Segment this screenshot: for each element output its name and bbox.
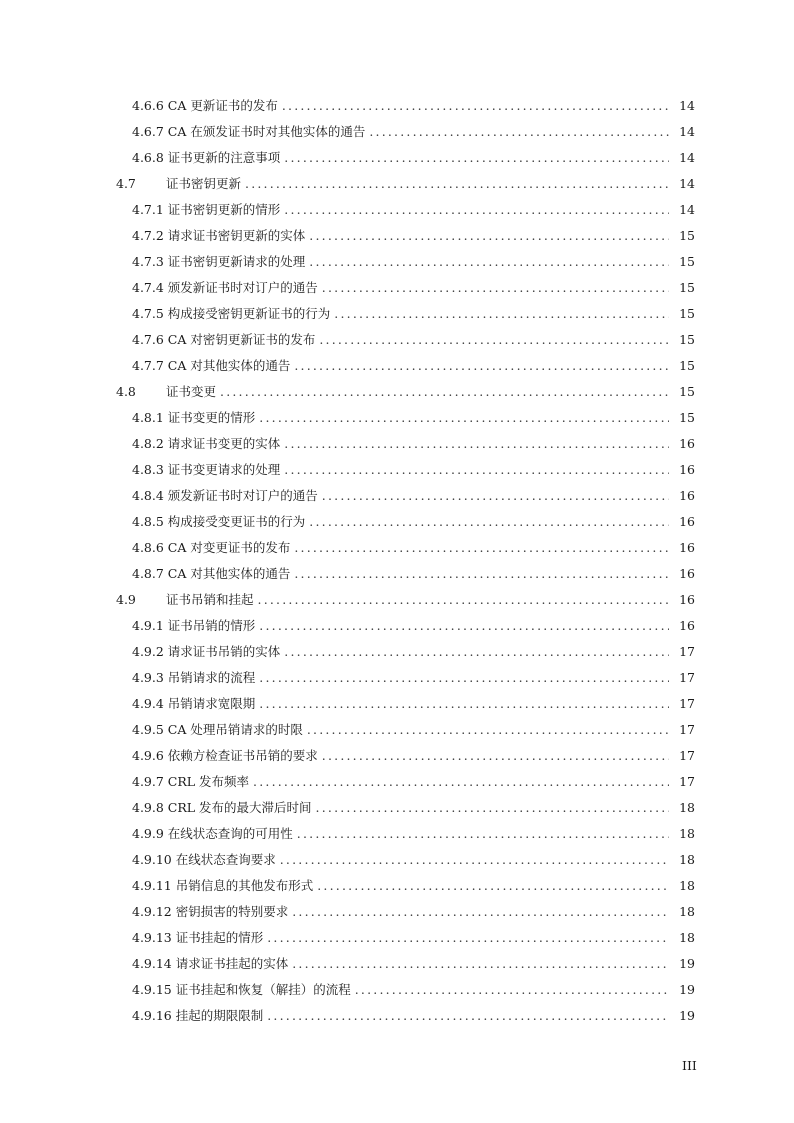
toc-entry[interactable] (0, 742, 794, 768)
toc-entry-number: 4.9.5 (132, 721, 168, 737)
toc-entry-number: 4.9.9 (132, 825, 168, 841)
toc-leader-dots (307, 722, 669, 737)
toc-entry-number: 4.8.1 (132, 409, 168, 425)
toc-entry[interactable] (0, 560, 794, 586)
toc-entry-title: CRL 发布频率 (167, 774, 250, 789)
toc-entry-page: 16 (679, 617, 695, 633)
toc-entry-title: 请求证书吊销的实体 (167, 644, 281, 659)
toc-entry-page: 18 (679, 877, 695, 893)
toc-entry-page: 15 (679, 227, 695, 243)
toc-leader-dots (369, 124, 669, 139)
page-number: III (682, 1058, 697, 1073)
toc-entry[interactable] (0, 144, 794, 170)
toc-entry-page: 16 (679, 539, 695, 555)
toc-entry-title: 依赖方检查证书吊销的要求 (167, 748, 318, 763)
toc-entry-title: 证书更新的注意事项 (167, 150, 281, 165)
toc-entry[interactable] (0, 118, 794, 144)
toc-entry-title: 请求证书挂起的实体 (175, 956, 289, 971)
toc-entry-title: CA 对其他实体的通告 (167, 566, 291, 581)
toc-entry[interactable] (0, 196, 794, 222)
toc-entry-number: 4.8.2 (132, 435, 168, 451)
toc-entry[interactable] (0, 170, 794, 196)
toc-entry-page: 16 (679, 565, 695, 581)
toc-entry-number: 4.7.7 (132, 357, 168, 373)
toc-entry-title: CA 对密钥更新证书的发布 (167, 332, 316, 347)
toc-entry-page: 18 (679, 903, 695, 919)
toc-entry-title: 构成接受变更证书的行为 (167, 514, 306, 529)
toc-entry-number: 4.9.16 (132, 1007, 176, 1023)
toc-entry-title: 证书挂起和恢复（解挂）的流程 (175, 982, 351, 997)
toc-entry[interactable] (0, 222, 794, 248)
toc-leader-dots (292, 904, 669, 919)
toc-leader-dots (297, 826, 669, 841)
toc-entry-title: 吊销信息的其他发布形式 (175, 878, 314, 893)
toc-entry-number: 4.9.14 (132, 955, 176, 971)
toc-entry-page: 15 (679, 409, 695, 425)
toc-entry[interactable] (0, 638, 794, 664)
toc-entry-title: 请求证书密钥更新的实体 (167, 228, 306, 243)
toc-leader-dots (284, 202, 669, 217)
toc-entry-number: 4.7.1 (132, 201, 168, 217)
toc-leader-dots (322, 748, 669, 763)
toc-leader-dots (259, 696, 669, 711)
toc-entry-number: 4.7.6 (132, 331, 168, 347)
toc-entry-title: CA 对变更证书的发布 (167, 540, 291, 555)
toc-entry[interactable] (0, 534, 794, 560)
toc-entry-page: 16 (679, 487, 695, 503)
toc-entry-title: 证书变更 (166, 384, 217, 399)
toc-entry-number: 4.9.6 (132, 747, 168, 763)
toc-entry-page: 16 (679, 461, 695, 477)
toc-entry-page: 18 (679, 825, 695, 841)
toc-leader-dots (267, 930, 669, 945)
toc-entry-number: 4.7 (116, 175, 140, 191)
toc-entry-title: CA 处理吊销请求的时限 (167, 722, 303, 737)
toc-entry-number: 4.6.6 (132, 97, 168, 113)
toc-leader-dots (317, 878, 669, 893)
toc-entry[interactable] (0, 794, 794, 820)
toc-leader-dots (316, 800, 669, 815)
toc-entry-title: 证书密钥更新请求的处理 (167, 254, 306, 269)
toc-leader-dots (284, 644, 669, 659)
toc-leader-dots (259, 410, 669, 425)
toc-entry-page: 18 (679, 929, 695, 945)
toc-leader-dots (259, 618, 669, 633)
toc-entry-number: 4.8.6 (132, 539, 168, 555)
toc-entry-number: 4.9.12 (132, 903, 176, 919)
toc-entry[interactable] (0, 274, 794, 300)
toc-entry-page: 17 (679, 773, 695, 789)
toc-entry-title: 在线状态查询的可用性 (167, 826, 293, 841)
toc-leader-dots (309, 514, 669, 529)
toc-entry[interactable] (0, 716, 794, 742)
toc-leader-dots (292, 956, 669, 971)
toc-entry-title: 证书挂起的情形 (175, 930, 264, 945)
toc-leader-dots (259, 670, 669, 685)
toc-entry[interactable] (0, 92, 794, 118)
toc-entry-page: 17 (679, 721, 695, 737)
toc-entry-title: CA 对其他实体的通告 (167, 358, 291, 373)
toc-leader-dots (319, 332, 669, 347)
toc-entry-page: 17 (679, 695, 695, 711)
toc-leader-dots (220, 384, 669, 399)
toc-entry-title: 吊销请求的流程 (167, 670, 256, 685)
toc-entry[interactable] (0, 976, 794, 1002)
toc-entry[interactable] (0, 326, 794, 352)
toc-entry-number: 4.9 (116, 591, 140, 607)
toc-entry-number: 4.6.7 (132, 123, 168, 139)
toc-entry-number: 4.6.8 (132, 149, 168, 165)
toc-entry[interactable] (0, 1002, 794, 1028)
toc-leader-dots (355, 982, 669, 997)
toc-entry-title: CRL 发布的最大滞后时间 (167, 800, 312, 815)
toc-entry-title: 证书密钥更新 (166, 176, 242, 191)
toc-entry-page: 16 (679, 591, 695, 607)
toc-entry[interactable] (0, 950, 794, 976)
toc-entry-number: 4.7.3 (132, 253, 168, 269)
toc-entry-page: 17 (679, 747, 695, 763)
toc-entry-page: 18 (679, 851, 695, 867)
toc-entry-title: 在线状态查询要求 (175, 852, 276, 867)
toc-entry-number: 4.8.4 (132, 487, 168, 503)
toc-entry-number: 4.9.2 (132, 643, 168, 659)
toc-entry-title: 请求证书变更的实体 (167, 436, 281, 451)
toc-entry-number: 4.9.13 (132, 929, 176, 945)
toc-leader-dots (294, 566, 669, 581)
toc-entry-title: CA 在颁发证书时对其他实体的通告 (167, 124, 366, 139)
toc-entry-title: 证书变更请求的处理 (167, 462, 281, 477)
toc-entry-page: 14 (679, 201, 695, 217)
toc-entry-page: 14 (679, 175, 695, 191)
toc-leader-dots (284, 150, 669, 165)
toc-entry-number: 4.7.5 (132, 305, 168, 321)
toc-entry[interactable] (0, 430, 794, 456)
toc-entry-number: 4.9.10 (132, 851, 176, 867)
toc-entry-title: 证书吊销和挂起 (166, 592, 254, 607)
toc-leader-dots (334, 306, 669, 321)
toc-leader-dots (322, 488, 669, 503)
toc-leader-dots (294, 540, 669, 555)
toc-entry[interactable] (0, 248, 794, 274)
toc-entry-title: 颁发新证书时对订户的通告 (167, 280, 318, 295)
toc-leader-dots (267, 1008, 669, 1023)
toc-entry[interactable] (0, 612, 794, 638)
toc-entry-title: 证书密钥更新的情形 (167, 202, 281, 217)
toc-leader-dots (258, 592, 669, 607)
toc-entry-title: 密钥损害的特别要求 (175, 904, 289, 919)
toc-entry-page: 17 (679, 669, 695, 685)
toc-entry[interactable] (0, 378, 794, 404)
toc-entry-title: 颁发新证书时对订户的通告 (167, 488, 318, 503)
toc-leader-dots (294, 358, 669, 373)
toc-entry[interactable] (0, 846, 794, 872)
toc-entry-page: 17 (679, 643, 695, 659)
toc-entry-number: 4.9.4 (132, 695, 168, 711)
toc-entry-page: 16 (679, 435, 695, 451)
toc-entry-number: 4.9.7 (132, 773, 168, 789)
toc-entry[interactable] (0, 820, 794, 846)
toc-entry-page: 15 (679, 357, 695, 373)
toc-entry-page: 14 (679, 149, 695, 165)
toc-leader-dots (309, 254, 669, 269)
toc-entry-number: 4.9.11 (132, 877, 176, 893)
toc-entry-title: CA 更新证书的发布 (167, 98, 278, 113)
table-of-contents (0, 92, 794, 1028)
toc-entry[interactable] (0, 898, 794, 924)
toc-entry-page: 14 (679, 97, 695, 113)
toc-entry-page: 15 (679, 279, 695, 295)
toc-entry[interactable] (0, 508, 794, 534)
toc-entry-number: 4.9.1 (132, 617, 168, 633)
toc-leader-dots (309, 228, 669, 243)
toc-leader-dots (253, 774, 669, 789)
toc-entry[interactable] (0, 924, 794, 950)
toc-leader-dots (284, 462, 669, 477)
toc-entry-number: 4.8.3 (132, 461, 168, 477)
toc-entry[interactable] (0, 872, 794, 898)
toc-entry-title: 挂起的期限限制 (175, 1008, 264, 1023)
toc-entry[interactable] (0, 482, 794, 508)
toc-entry-page: 14 (679, 123, 695, 139)
toc-entry[interactable] (0, 690, 794, 716)
toc-entry[interactable] (0, 586, 794, 612)
toc-entry-page: 16 (679, 513, 695, 529)
toc-entry[interactable] (0, 352, 794, 378)
toc-entry-page: 19 (679, 955, 695, 971)
toc-entry-number: 4.9.15 (132, 981, 176, 997)
toc-leader-dots (245, 176, 669, 191)
toc-entry-number: 4.7.4 (132, 279, 168, 295)
toc-leader-dots (282, 98, 669, 113)
toc-entry-page: 15 (679, 383, 695, 399)
toc-entry[interactable] (0, 300, 794, 326)
toc-entry[interactable] (0, 404, 794, 430)
toc-entry[interactable] (0, 664, 794, 690)
toc-entry-number: 4.9.8 (132, 799, 168, 815)
toc-entry[interactable] (0, 456, 794, 482)
toc-entry[interactable] (0, 768, 794, 794)
toc-entry-page: 15 (679, 305, 695, 321)
toc-entry-page: 19 (679, 981, 695, 997)
toc-leader-dots (284, 436, 669, 451)
toc-leader-dots (322, 280, 669, 295)
toc-leader-dots (280, 852, 669, 867)
toc-entry-title: 证书吊销的情形 (167, 618, 256, 633)
toc-entry-page: 19 (679, 1007, 695, 1023)
toc-entry-number: 4.9.3 (132, 669, 168, 685)
toc-entry-page: 15 (679, 253, 695, 269)
toc-entry-number: 4.8 (116, 383, 140, 399)
toc-entry-number: 4.8.5 (132, 513, 168, 529)
toc-entry-number: 4.8.7 (132, 565, 168, 581)
toc-entry-title: 构成接受密钥更新证书的行为 (167, 306, 331, 321)
toc-entry-number: 4.7.2 (132, 227, 168, 243)
toc-entry-page: 18 (679, 799, 695, 815)
toc-entry-page: 15 (679, 331, 695, 347)
toc-entry-title: 吊销请求宽限期 (167, 696, 256, 711)
toc-entry-title: 证书变更的情形 (167, 410, 256, 425)
